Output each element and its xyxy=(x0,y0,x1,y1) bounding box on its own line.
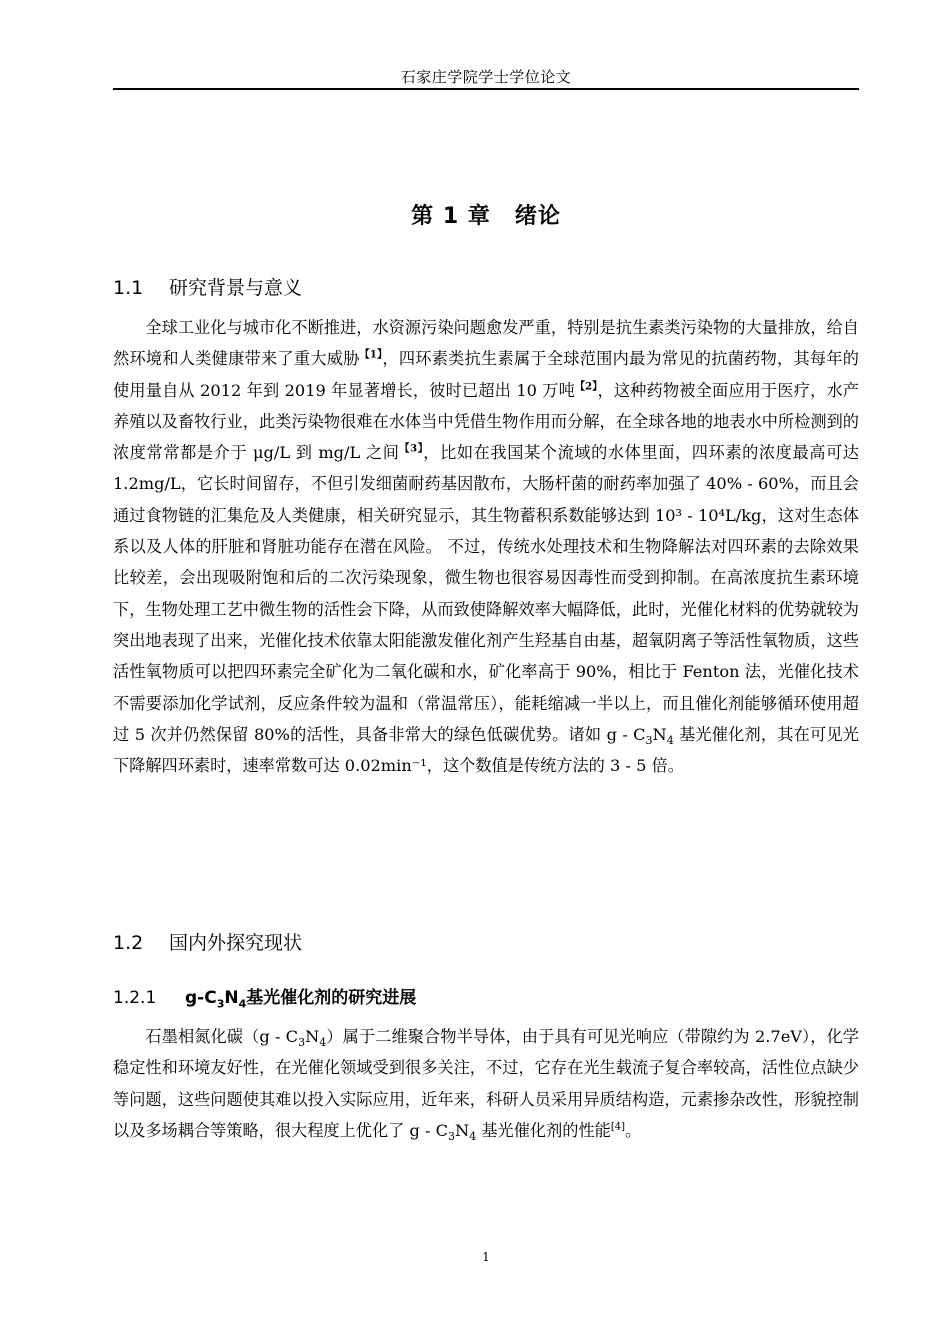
section-heading-1-1 xyxy=(113,273,302,300)
text-run: ，四环素类抗生素属于全球范围内最为常见的抗菌药物，其每年的使用量自从 2012 年到 2019 年显著增长，彼时已超出 10 万吨 xyxy=(113,349,859,400)
subscript: 4 xyxy=(238,997,247,1011)
citation-3: 【3】 xyxy=(399,443,424,455)
subscript: 4 xyxy=(319,1036,327,1050)
subscript: 3 xyxy=(645,734,653,748)
subscript: 3 xyxy=(216,997,225,1011)
running-header: 石家庄学院学士学位论文 xyxy=(400,68,572,86)
section-number: 1.2 xyxy=(113,932,144,954)
subsection-number: 1.2.1 xyxy=(113,988,157,1008)
text-run: N xyxy=(305,1027,320,1046)
citation-2: 【2】 xyxy=(575,381,598,393)
text-run: N xyxy=(455,1120,470,1140)
chapter-number: 第 1 章 xyxy=(411,204,491,229)
subscript: 4 xyxy=(469,1130,477,1144)
section-title: 研究背景与意义 xyxy=(169,277,303,299)
chapter-title xyxy=(113,199,859,230)
text-run: 石墨相氮化碳（g - C xyxy=(145,1027,299,1046)
body-paragraph-1-1 xyxy=(113,312,859,781)
text-run: g-C xyxy=(185,988,217,1008)
text-run: ，比如在我国某个流域的水体里面，四环素的浓度最高可达 1.2mg/L，它长时间留存，不但引发细菌耐药基因散布，大肠杆菌的耐药率加强了 40% - 60%，而且会通过食物链的汇集危及人类健康，相关研究显示，其生物蓄积系数能够达到 10³ - 10⁴L/kg，这对生态体系以及人体的肝脏和肾脏功能存在潜在风险。 不过，传统水处理技术和生物降解法对四环素的去除效果比较差，会出现吸附饱和后的二次污染现象，微生物也很容易因毒性而受到抑制。在高浓度抗生素环境下，生物处理工艺中微生物的活性会下降，从而致使降解效率大幅降低，此时，光催化材料的优势就较为突出地表现了出来，光催化技术依靠太阳能激发催化剂产生羟基自由基，超氧阴离子等活性氧物质，这些活性氧物质可以把四环素完全矿化为二氧化碳和水，矿化率高于 90%，相比于 Fenton 法，光催化技术不需要添加化学试剂，反应条件较为温和（常温常压），能耗缩减一半以上，而且催化剂能够循环使用超过 5 次并仍然保留 80%的活性，具备非常大的绿色低碳优势。诸如 g - C xyxy=(113,443,859,744)
text-run: 基光催化剂的性能 xyxy=(476,1120,611,1140)
subscript: 3 xyxy=(298,1036,306,1050)
text-run: 基光催化剂的研究进展 xyxy=(246,988,417,1008)
text-run: 全球工业化与城市化不断推进，水资源污染问题愈发严重，特别是抗生素类污染物的大量排放，给自然环境和人类健康带来了重大威胁 xyxy=(113,318,859,369)
text-run: N xyxy=(652,724,667,744)
text-run: ）属于二维聚合物半导体，由于具有可见光响应（带隙约为 2.7eV），化学稳定性和环境友好性，在光催化领域受到很多关注，不过，它存在光生载流子复合率较高，活性位点缺少等问题，这些问题使其难以投入实际应用，近年来，科研人员采用异质结构造，元素掺杂改性，形貌控制以及多场耦合等策略，很大程度上优化了 g - C xyxy=(113,1027,859,1140)
subsection-heading-1-2-1 xyxy=(113,983,417,1011)
subscript: 3 xyxy=(448,1130,456,1144)
page-number: 1 xyxy=(482,1250,490,1264)
body-paragraph-1-2-1 xyxy=(113,1021,859,1146)
subsection-title xyxy=(185,988,417,1011)
text-run: ，这种药物被全面应用于医疗，水产养殖以及畜牧行业，此类污染物很难在水体当中凭借生物作用而分解，在全球各地的地表水中所检测到的浓度常常都是介于 μg/L 到 mg/L 之间 xyxy=(113,380,859,463)
citation-4: [4] xyxy=(610,1121,626,1133)
section-title: 国内外探究现状 xyxy=(169,932,303,954)
text-run: 。 xyxy=(625,1120,642,1140)
header-rule xyxy=(113,88,859,90)
citation-1: 【1】 xyxy=(359,349,383,361)
text-run: N xyxy=(224,988,239,1008)
section-number: 1.1 xyxy=(113,277,144,299)
section-heading-1-2 xyxy=(113,928,302,955)
chapter-name: 绪论 xyxy=(514,204,561,229)
text-run: 基光催化剂，其在可见光下降解四环素时，速率常数可达 0.02min⁻¹，这个数值是传统方法的 3 - 5 倍。 xyxy=(113,724,859,776)
subscript: 4 xyxy=(666,734,674,748)
